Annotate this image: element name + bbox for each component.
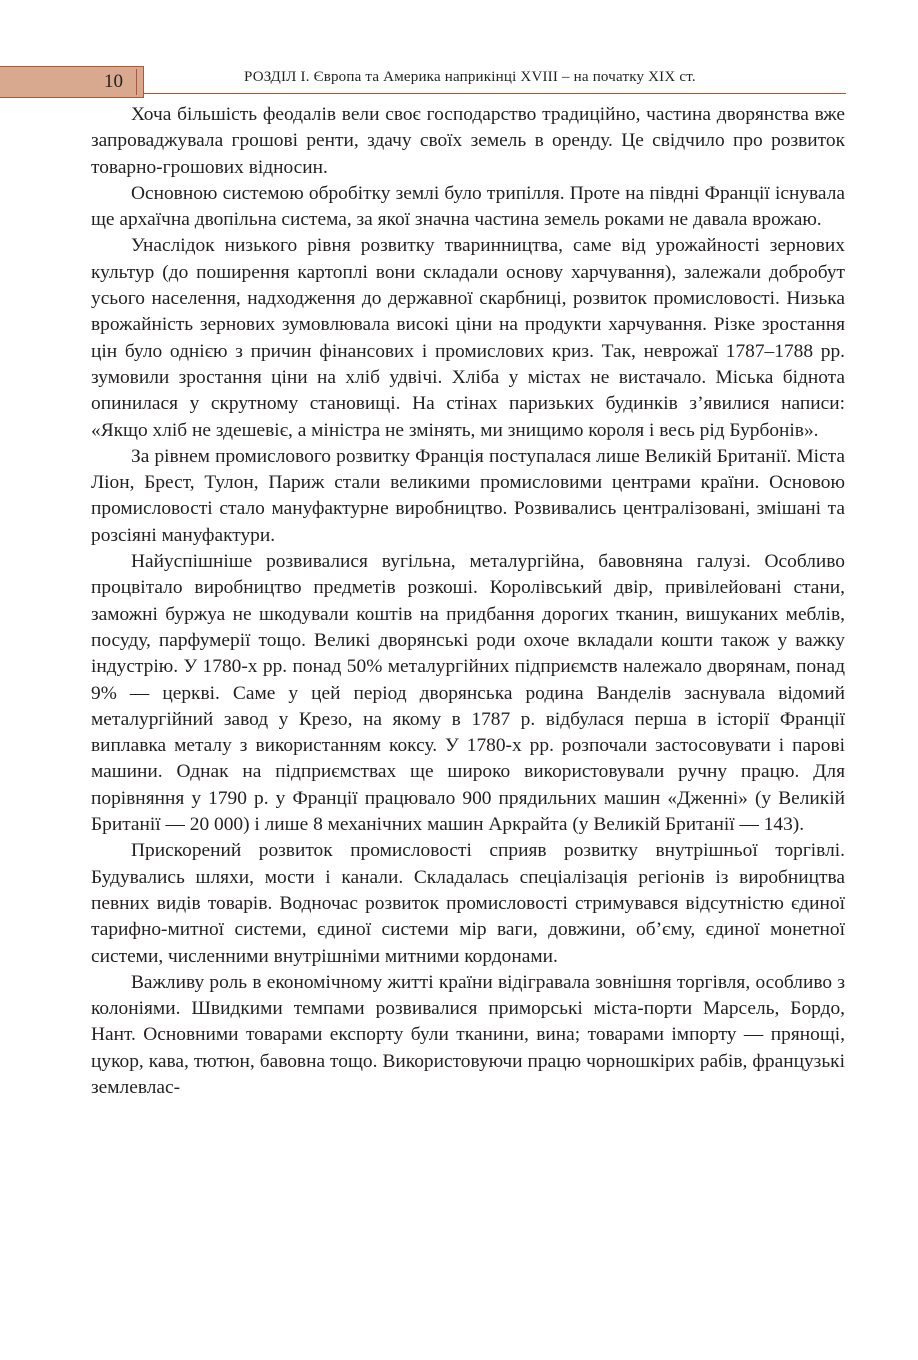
- paragraph: Хоча більшість феодалів вели своє господарство традиційно, частина дворянства вже запроваджувала грошові ренти, здачу своїх земель в оренду. Це свідчило про розвиток товарно-грошових відносин.: [91, 104, 845, 178]
- page-number: 10: [104, 71, 123, 92]
- paragraph: Унаслідок низького рівня розвитку тваринництва, саме від урожайності зернових культур (до поширення картоплі вони складали основу харчування), залежали добробут усього населення, надходження до державної скарбниці, розвиток промисловості. Низька врожайність зернових зумовлювала високі ціни на продукти харчування. Різке зростання цін було однією з причин фінансових і промислових криз. Так, неврожаї 1787–1788 рр. зумовили зростання ціни на хліб удвічі. Хліба у містах не вистачало. Міська біднота опинилася у скрутному становищі. На стінах паризьких будинків з’явилися написи: «Якщо хліб не здешевіє, а міністра не змінять, ми знищимо короля і весь рід Бурбонів».: [91, 235, 845, 441]
- paragraph: За рівнем промислового розвитку Франція поступалася лише Великій Британії. Міста Ліон, Брест, Тулон, Париж стали великими промисловими центрами країни. Основою промисловості стало мануфактурне виробництво. Розвивались централізовані, змішані та розсіяні мануфактури.: [91, 445, 845, 546]
- paragraph: Прискорений розвиток промисловості сприяв розвитку внутрішньої торгівлі. Будувались шляхи, мости і канали. Складалась спеціалізація регіонів із виробництва певних видів товарів. Водночас розвиток промисловості стримувався відсутністю єдиної тарифно-митної системи, єдиної системи мір ваги, довжини, об’єму, єдиної монетної системи, численними внутрішніми митними кордонами.: [91, 840, 845, 967]
- running-header: РОЗДІЛ І. Європа та Америка наприкінці XVIII – на початку XIX ст.: [244, 69, 696, 85]
- header-rule: [144, 93, 846, 94]
- paragraph: Основною системою обробітку землі було трипілля. Проте на півдні Франції існувала ще архаїчна двопільна система, за якої значна частина земель роками не давала врожаю.: [91, 182, 845, 231]
- main-text: [91, 102, 845, 1101]
- paragraph: Важливу роль в економічному житті країни відігравала зовнішня торгівля, особливо з колоніями. Швидкими темпами розвивалися приморські міста-порти Марсель, Бордо, Нант. Основними товарами експорту були тканини, вина; товарами імпорту — прянощі, цукор, кава, тютюн, бавовна тощо. Використовуючи працю чорношкірих рабів, французькі землевлас-: [91, 971, 845, 1098]
- paragraph: Найуспішніше розвивалися вугільна, металургійна, бавовняна галузі. Особливо процвітало виробництво предметів розкоші. Королівський двір, привілейовані стани, заможні буржуа не шкодували коштів на придбання дорогих тканин, вишуканих меблів, посуду, парфумерії тощо. Великі дворянські роди охоче вкладали кошти також у важку індустрію. У 1780-х рр. понад 50% металургійних підприємств належало дворянам, понад 9% — церкві. Саме у цей період дворянська родина Ванделів заснувала відомий металургійний завод у Крезо, на якому в 1787 р. відбулася перша в історії Франції виплавка металу з використанням коксу. У 1780-х рр. розпочали застосовувати і парові машини. Однак на підприємствах ще широко використовували ручну працю. Для порівняння у 1790 р. у Франції працювало 900 прядильних машин «Дженні» (у Великій Британії — 20 000) і лише 8 механічних машин Аркрайта (у Великій Британії — 143).: [91, 551, 845, 836]
